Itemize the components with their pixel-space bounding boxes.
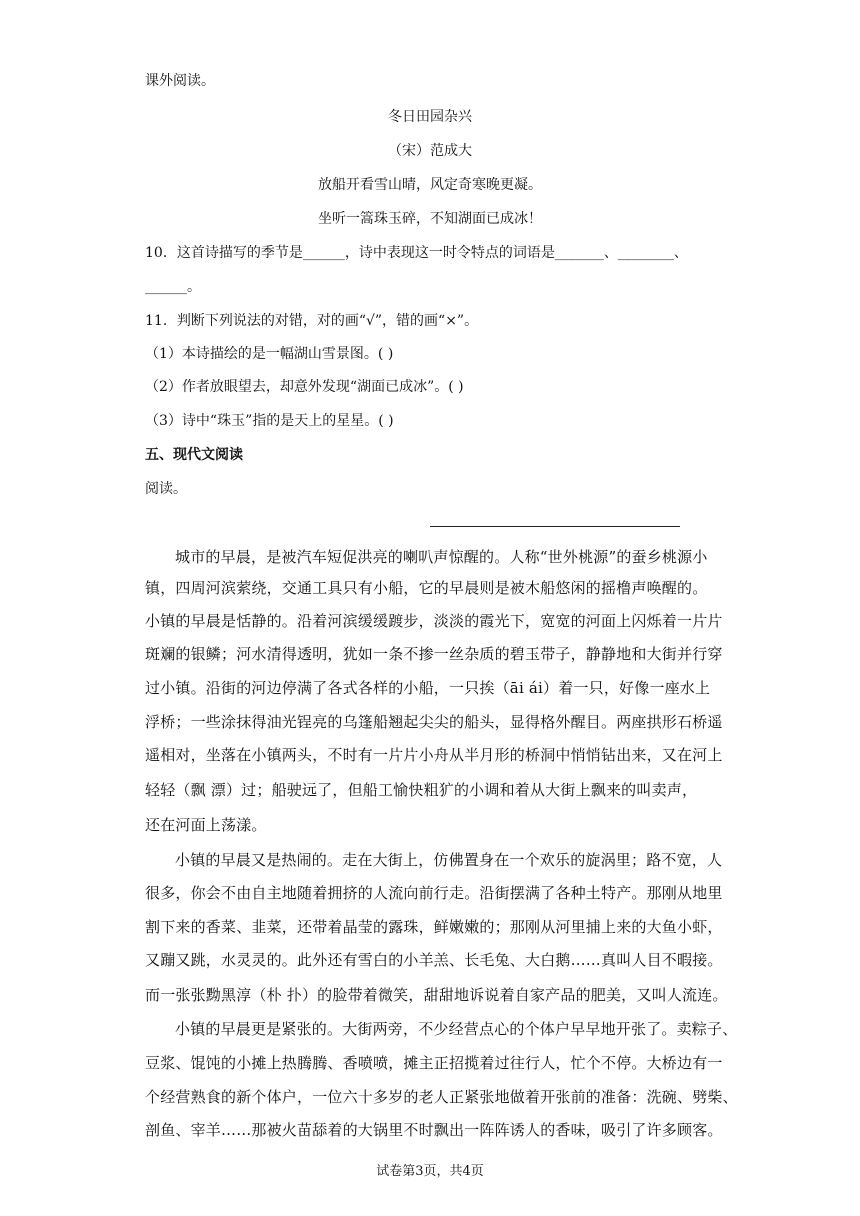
section-5-instruction: 阅读。 — [145, 481, 187, 497]
question-11-item-3: （3）诗中“珠玉”指的是天上的星星。( ) — [145, 413, 394, 429]
article-line: 很多，你会不由自主地随着拥挤的人流向前行走。沿街摆满了各种土特产。那刚从地里 — [145, 884, 723, 902]
article-line: 还在河面上荡漾。 — [145, 816, 267, 834]
question-10-line-1: 10．这首诗描写的季节是______，诗中表现这一时令特点的词语是_______、________、 — [145, 245, 688, 261]
article-line: 剖鱼、宰羊……那被火苗舔着的大锅里不时飘出一阵阵诱人的香味，吸引了许多顾客。 — [145, 1121, 723, 1139]
article-line: 小镇的早晨又是热闹的。走在大街上，仿佛置身在一个欢乐的旋涡里；路不宽，人 — [175, 851, 723, 869]
poem-title: 冬日田园杂兴 — [388, 109, 472, 125]
intro-text: 课外阅读。 — [145, 73, 215, 89]
article-line: 城市的早晨，是被汽车短促洪亮的喇叭声惊醒的。人称“世外桃源”的蚕乡桃源小 — [175, 548, 708, 566]
question-11-item-2: （2）作者放眼望去，却意外发现“湖面已成冰”。( ) — [145, 379, 464, 395]
title-blank-line — [430, 526, 680, 527]
article-line: 镇，四周河滨萦绕，交通工具只有小船，它的早晨则是被木船悠闲的摇橹声唤醒的。 — [145, 579, 708, 597]
poem-line-2: 坐听一篙珠玉碎，不知湖面已成冰！ — [318, 211, 542, 227]
article-line: 浮桥；一些涂抹得油光锃亮的乌篷船翘起尖尖的船头，显得格外醒目。两座拱形石桥遥 — [145, 713, 723, 731]
article-line: 又蹦又跳，水灵灵的。此外还有雪白的小羊羔、长毛兔、大白鹅……真叫人目不暇接。 — [145, 951, 723, 969]
article-line: 轻轻（飘 漂）过；船驶远了，但船工愉快粗犷的小调和着从大街上飘来的叫卖声， — [145, 781, 698, 799]
article-line: 而一张张黝黑淳（朴 扑）的脸带着微笑，甜甜地诉说着自家产品的肥美，又叫人流连。 — [145, 986, 728, 1004]
poem-author: （宋）范成大 — [388, 143, 472, 159]
article-line: 过小镇。沿街的河边停满了各式各样的小船，一只挨（āi ái）着一只，好像一座水上 — [145, 679, 711, 697]
article-line: 豆浆、馄饨的小摊上热腾腾、香喷喷，摊主正招揽着过往行人，忙个不停。大桥边有一 — [145, 1054, 723, 1072]
question-11-stem: 11．判断下列说法的对错，对的画“√”，错的画“×”。 — [145, 313, 479, 329]
article-line: 割下来的香菜、韭菜，还带着晶莹的露珠，鲜嫩嫩的；那刚从河里捕上来的大鱼小虾， — [145, 918, 723, 936]
page-footer: 试卷第3页，共4页 — [376, 1164, 484, 1179]
article-line: 遥相对，坐落在小镇两头，不时有一片片小舟从半月形的桥洞中悄悄钻出来，又在河上 — [145, 746, 723, 764]
question-11-item-1: （1）本诗描绘的是一幅湖山雪景图。( ) — [145, 346, 394, 362]
question-10-line-2: ______。 — [145, 279, 201, 295]
article-line: 个经营熟食的新个体户，一位六十多岁的老人正紧张地做着开张前的准备：洗碗、劈柴、 — [145, 1088, 738, 1106]
poem-line-1: 放船开看雪山晴，风定奇寒晚更凝。 — [318, 177, 542, 193]
article-line: 小镇的早晨更是紧张的。大街两旁，不少经营点心的个体户早早地开张了。卖粽子、 — [175, 1020, 738, 1038]
article-line: 小镇的早晨是恬静的。沿着河滨缓缓踱步，淡淡的霞光下，宽宽的河面上闪烁着一片片 — [145, 612, 723, 630]
section-5-heading: 五、现代文阅读 — [145, 447, 243, 463]
article-line: 斑斓的银鳞；河水清得透明，犹如一条不掺一丝杂质的碧玉带子，静静地和大街并行穿 — [145, 645, 723, 663]
